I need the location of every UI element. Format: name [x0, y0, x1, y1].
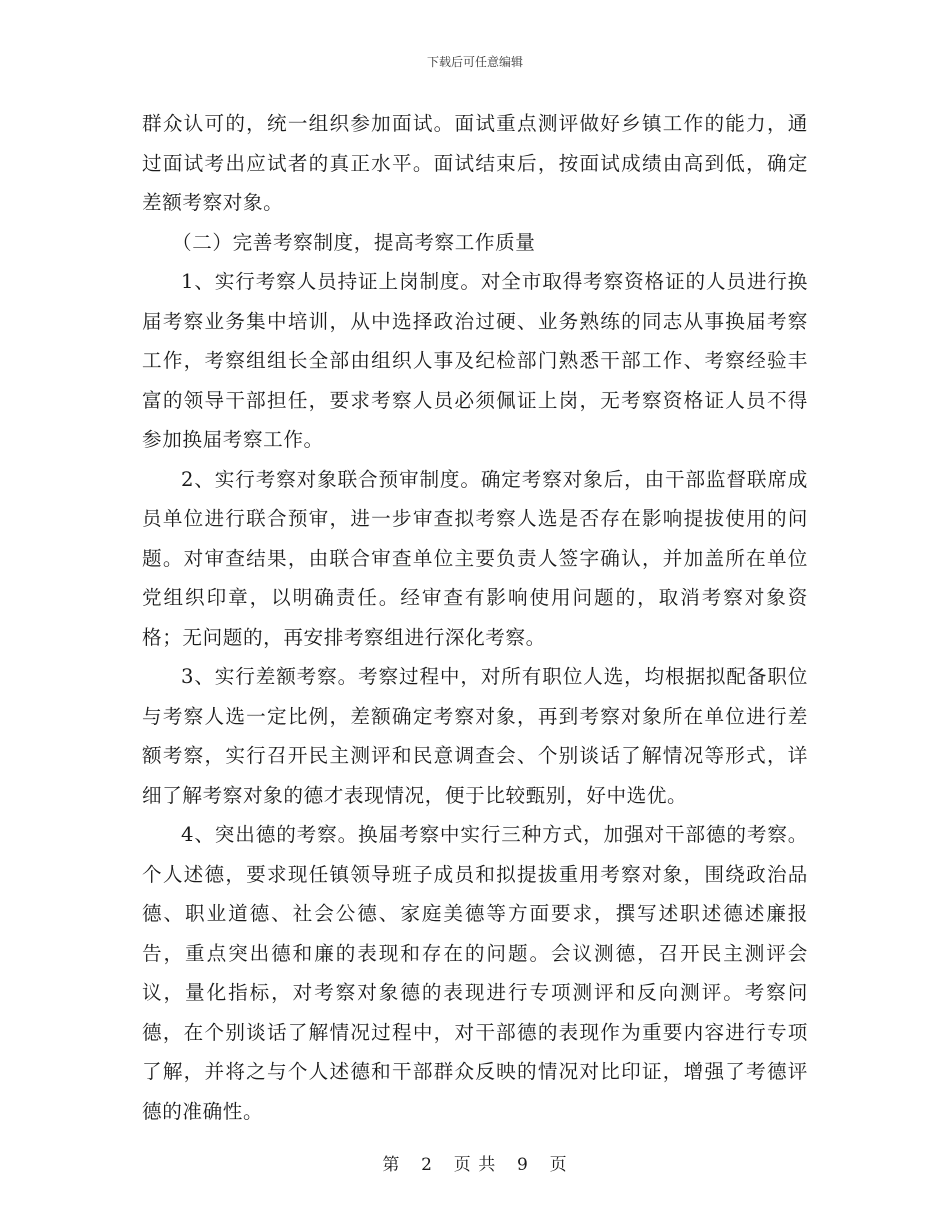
total-pages: 9 — [517, 1155, 529, 1175]
page-number — [0, 1154, 950, 1176]
page-middle: 页 共 — [453, 1155, 497, 1175]
current-page: 2 — [421, 1155, 433, 1175]
paragraph-item-2: 2、实行考察对象联合预审制度。确定考察对象后，由干部监督联席成员单位进行联合预审，进一步审查拟考察人选是否存在影响提拔使用的问题。对审查结果，由联合审查单位主要负责人签字确认，并加盖所在单位党组织印章，以明确责任。经审查有影响使用问题的，取消考察对象资格；无问题的，再安排考察组进行深化考察。 — [142, 467, 808, 649]
header-note: 下载后可任意编辑 — [426, 55, 523, 69]
page-prefix: 第 — [382, 1155, 401, 1175]
paragraph-item-1: 1、实行考察人员持证上岗制度。对全市取得考察资格证的人员进行换届考察业务集中培训，从中选择政治过硬、业务熟练的同志从事换届考察工作，考察组组长全部由组织人事及纪检部门熟悉干部工作、考察经验丰富的领导干部担任，要求考察人员必须佩证上岗，无考察资格证人员不得参加换届考察工作。 — [142, 270, 808, 451]
paragraph-item-3: 3、实行差额考察。考察过程中，对所有职位人选，均根据拟配备职位与考察人选一定比例，差额确定考察对象，再到考察对象所在单位进行差额考察，实行召开民主测评和民意调查会、个别谈话了解情况等形式，详细了解考察对象的德才表现情况，便于比较甄别，好中选优。 — [142, 665, 808, 807]
document-body — [142, 104, 808, 1131]
paragraph-continuation: 群众认可的，统一组织参加面试。面试重点测评做好乡镇工作的能力，通过面试考出应试者的真正水平。面试结束后，按面试成绩由高到低，确定差额考察对象。 — [142, 112, 808, 214]
paragraph-item-4: 4、突出德的考察。换届考察中实行三种方式，加强对干部德的考察。个人述德，要求现任镇领导班子成员和拟提拔重用考察对象，围绕政治品德、职业道德、社会公德、家庭美德等方面要求，撰写述职述德述廉报告，重点突出德和廉的表现和存在的问题。会议测德，召开民主测评会议，量化指标，对考察对象德的表现进行专项测评和反向测评。考察问德，在个别谈话了解情况过程中，对干部德的表现作为重要内容进行专项了解，并将之与个人述德和干部群众反映的情况对比印证，增强了考德评德的准确性。 — [142, 823, 808, 1123]
section-subheading: （二）完善考察制度，提高考察工作质量 — [172, 230, 536, 254]
page-suffix: 页 — [549, 1155, 568, 1175]
